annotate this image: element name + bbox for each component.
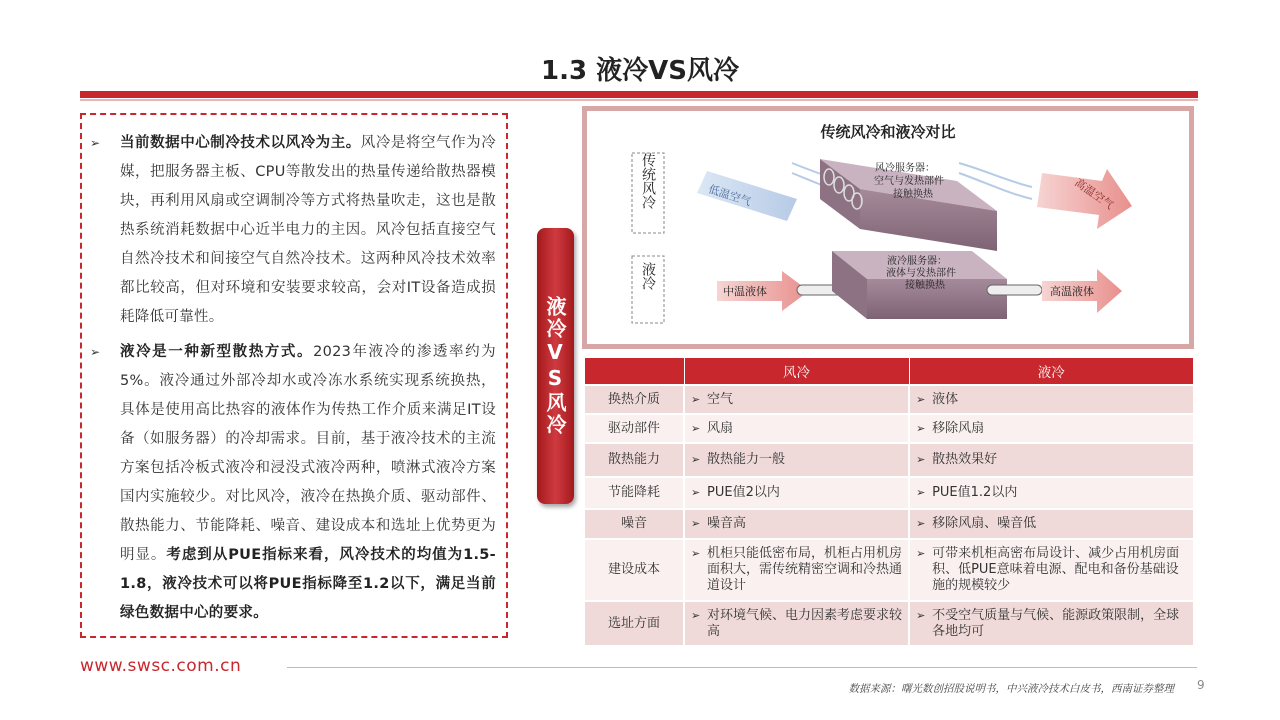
cell-liquid: 液体 (932, 391, 959, 407)
table-header-liquid: 液冷 (909, 358, 1193, 385)
air-cooling-label: 传统风冷 (640, 153, 656, 209)
cell-arrow-icon: ➢ (691, 392, 701, 406)
diagram-title: 传统风冷和液冷对比 (820, 123, 956, 141)
cooling-comparison-diagram (582, 106, 1194, 349)
table-row (585, 414, 1193, 443)
row-label: 节能降耗 (585, 477, 684, 509)
air-server-label-line3: 接触换热 (893, 189, 933, 200)
low-temp-air-label: 低温空气 (706, 182, 753, 209)
bullet-liquid-cooling (90, 338, 496, 628)
cell-arrow-icon: ➢ (691, 486, 701, 499)
footer-source: 数据来源：曙光数创招股说明书，中兴液冷技术白皮书，西南证券整理 (848, 683, 1174, 695)
footer-website-link[interactable]: www.swsc.com.cn (80, 656, 242, 676)
bullet-lead: 液冷是一种新型散热方式。 (120, 344, 314, 360)
cell-arrow-icon: ➢ (916, 547, 926, 560)
cell-arrow-icon: ➢ (916, 421, 926, 435)
bullet-body (120, 129, 496, 332)
bullet-body (120, 338, 496, 628)
title-divider-thin (80, 99, 1198, 101)
cell-arrow-icon: ➢ (916, 486, 926, 499)
cell-arrow-icon: ➢ (691, 453, 701, 466)
bullet-lead: 当前数据中心制冷技术以风冷为主。 (120, 135, 361, 151)
cell-liquid: 可带来机柜高密布局设计、减少占用机房面积、低PUE意味着电源、配电和备份基础设施的规模较少 (932, 546, 1180, 593)
cell-air: PUE值2以内 (707, 485, 780, 500)
liquid-server-label-line3: 接触换热 (905, 280, 945, 291)
bullet-conclusion: 考虑到从PUE指标来看，风冷技术的均值为1.5-1.8，液冷技术可以将PUE指标降至1.2以下，满足当前绿色数据中心的要求。 (120, 547, 496, 621)
bullet-text: 风冷是将空气作为冷媒，把服务器主板、CPU等散发出的热量传递给散热器模块，再利用风扇或空调制冷等方式将热量吹走，这也是散热系统消耗数据中心近半电力的主因。风冷包括直接空气自然冷技术和间接空气自然冷技术。这两种风冷技术效率都比较高，但对环境和安装要求较高，会对IT设备造成损耗降低可靠性。 (120, 135, 496, 325)
row-label: 换热介质 (585, 385, 684, 414)
vs-label-text: 液冷VS风冷 (543, 296, 567, 436)
row-label: 散热能力 (585, 443, 684, 477)
cell-air: 散热能力一般 (707, 452, 786, 467)
bullet-arrow-icon: ➢ (90, 345, 101, 359)
cell-arrow-icon: ➢ (691, 547, 701, 560)
table-header-row (585, 358, 1193, 385)
high-temp-air-arrow (1037, 169, 1132, 229)
row-label: 驱动部件 (585, 414, 684, 443)
summary-text-box (80, 113, 508, 638)
page-title: 1.3 液冷VS风冷 (541, 56, 739, 86)
table-row (585, 539, 1193, 601)
cell-air: 机柜只能低密布局，机柜占用机房面积大，需传统精密空调和冷热通道设计 (707, 546, 903, 593)
diagram-svg (587, 111, 1189, 344)
comparison-table (585, 358, 1193, 645)
cell-arrow-icon: ➢ (916, 608, 926, 622)
high-temp-air-label: 高温空气 (1072, 176, 1116, 212)
outlet-pipe (987, 285, 1042, 295)
cell-liquid: 散热效果好 (932, 452, 998, 467)
bullet-arrow-icon: ➢ (90, 136, 101, 150)
cell-liquid: 移除风扇、噪音低 (932, 516, 1037, 531)
vs-label-tab (537, 228, 574, 504)
footer-divider (287, 667, 1197, 668)
cell-liquid: 移除风扇 (932, 420, 985, 436)
title-divider (80, 91, 1198, 98)
high-temp-liquid-label: 高温液体 (1050, 285, 1094, 298)
table-row (585, 385, 1193, 414)
table-header-air: 风冷 (684, 358, 909, 385)
table-row (585, 443, 1193, 477)
air-server-label-line2: 空气与发热部件 (874, 176, 944, 187)
cell-liquid: 不受空气质量与气候、能源政策限制，全球各地均可 (932, 607, 1180, 639)
cell-arrow-icon: ➢ (691, 517, 701, 530)
table-header-blank (585, 358, 684, 385)
mid-temp-liquid-label: 中温液体 (723, 285, 767, 298)
liquid-server-label-line1: 液冷服务器： (887, 256, 947, 267)
cell-arrow-icon: ➢ (916, 517, 926, 530)
liquid-cooling-label: 液冷 (640, 262, 656, 290)
air-server-label-line1: 风冷服务器： (875, 163, 935, 174)
page-number: 9 (1197, 678, 1205, 692)
table-row (585, 509, 1193, 539)
cell-air: 噪音高 (707, 516, 747, 531)
bullet-text: 2023年液冷的渗透率约为5%。液冷通过外部冷却水或冷冻水系统实现系统换热，具体是使用高比热容的液体作为传热工作介质来满足IT设备（如服务器）的冷却需求。目前，基于液冷技术的主流方案包括冷板式液冷和浸没式液冷两种，喷淋式液冷方案国内实施较少。对比风冷，液冷在热换介质、驱动部件、散热能力、节能降耗、噪音、建设成本和选址上优势更为明显。 (120, 344, 496, 563)
cell-arrow-icon: ➢ (916, 392, 926, 406)
cell-air: 风扇 (707, 420, 734, 436)
row-label: 噪音 (585, 509, 684, 539)
cell-air: 空气 (707, 391, 734, 407)
liquid-server-label-line2: 液体与发热部件 (886, 268, 956, 279)
table-row (585, 601, 1193, 645)
table-row (585, 477, 1193, 509)
row-label: 选址方面 (585, 601, 684, 645)
cell-arrow-icon: ➢ (691, 608, 701, 622)
cell-air: 对环境气候、电力因素考虑要求较高 (707, 607, 903, 639)
cell-arrow-icon: ➢ (691, 421, 701, 435)
row-label: 建设成本 (585, 539, 684, 601)
bullet-air-cooling (90, 129, 496, 332)
cell-liquid: PUE值1.2以内 (932, 485, 1018, 500)
cell-arrow-icon: ➢ (916, 453, 926, 466)
